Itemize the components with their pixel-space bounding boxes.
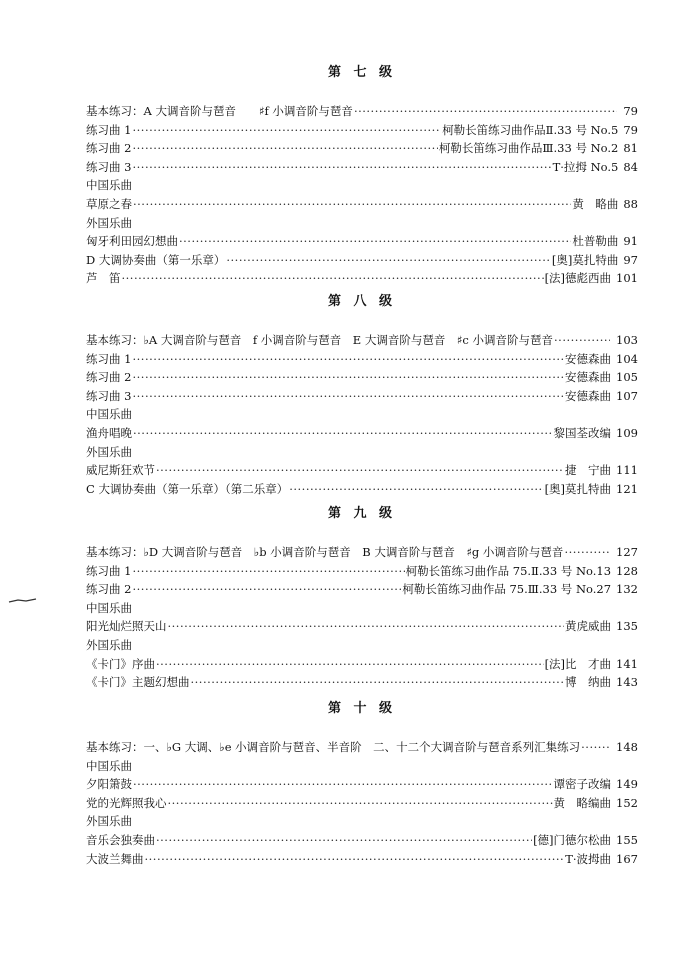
dot-leader [132, 350, 564, 369]
section-heading: 第 九 级 [327, 506, 397, 521]
entry-author: 谭密子改编 [553, 777, 612, 792]
toc-entry [86, 251, 638, 270]
dot-leader [168, 617, 565, 636]
entry-title: 练习曲 3 [86, 159, 132, 174]
section-grade-9 [86, 505, 638, 692]
entry-author: 安德森曲 [565, 370, 612, 385]
dot-leader [564, 543, 610, 562]
toc-entry [86, 424, 638, 443]
toc-entry [86, 794, 638, 813]
page-number: 88 [623, 196, 638, 211]
page-number: 135 [616, 619, 638, 634]
page-number: 84 [623, 159, 638, 174]
entry-title: 《卡门》序曲 [86, 656, 155, 671]
toc-entry [86, 562, 638, 581]
toc-entry [86, 350, 638, 369]
section-grade-10 [86, 700, 638, 868]
toc-entry [86, 139, 638, 158]
page-number: 111 [616, 463, 638, 478]
dot-leader [132, 368, 564, 387]
entry-title: 音乐会独奏曲 [86, 832, 155, 847]
category-title: 中国乐曲 [86, 407, 132, 422]
dot-leader [133, 424, 553, 443]
entry-title: C 大调协奏曲（第一乐章）（第二乐章） [86, 481, 289, 496]
dot-leader [132, 139, 437, 158]
entry-author: T·波拇曲 [565, 851, 612, 866]
toc-entry [86, 673, 638, 692]
dot-leader [133, 775, 553, 794]
entry-author: T·拉拇 No.5 [552, 159, 619, 174]
category-label [86, 812, 638, 831]
entry-author: 黄 略曲 [572, 196, 619, 211]
toc-rows [86, 102, 638, 288]
entry-title: 党的光辉照我心 [86, 795, 167, 810]
toc-entry [86, 480, 638, 499]
page-number: 141 [616, 656, 638, 671]
page-number: 127 [616, 545, 638, 559]
page-number: 155 [616, 832, 638, 847]
entry-author: 黄虎威曲 [565, 619, 612, 634]
page-number: 105 [616, 370, 638, 385]
entry-title: 草原之春 [86, 196, 132, 211]
toc-entry [86, 655, 638, 674]
section-heading: 第 十 级 [327, 701, 397, 716]
toc-entry [86, 617, 638, 636]
toc-rows [86, 331, 638, 498]
category-title: 外国乐曲 [86, 814, 132, 829]
dot-leader [226, 251, 551, 270]
dot-leader [133, 195, 571, 214]
page-number: 148 [616, 740, 638, 754]
entry-title: 练习曲 2 [86, 582, 132, 597]
entry-title: 基本练习：一、♭G 大调、♭e 小调音阶与琶音、半音阶 二、十二个大调音阶与琶音系列汇集练习 [86, 740, 581, 754]
entry-title: 威尼斯狂欢节 [86, 463, 155, 478]
entry-title: 基本练习：♭A 大调音阶与琶音 f 小调音阶与琶音 E 大调音阶与琶音 ♯c 小调音阶与琶音 [86, 333, 554, 347]
page-number: 109 [616, 425, 638, 440]
category-label [86, 214, 638, 233]
dot-leader [156, 461, 564, 480]
dot-leader [156, 655, 544, 674]
toc-entry [86, 738, 638, 757]
page-number: 104 [616, 351, 638, 366]
page-number: 107 [616, 388, 638, 403]
category-label [86, 176, 638, 195]
section-heading: 第 七 级 [327, 65, 397, 80]
dot-leader [145, 850, 565, 869]
entry-title: 大波兰舞曲 [86, 851, 144, 866]
entry-author: 黎国荃改编 [553, 425, 612, 440]
toc-rows [86, 543, 638, 692]
page-number: 132 [616, 582, 638, 597]
entry-title: 练习曲 2 [86, 370, 132, 385]
toc-entry [86, 461, 638, 480]
entry-title: 练习曲 1 [86, 563, 132, 578]
toc-entry [86, 831, 638, 850]
dot-leader [132, 158, 551, 177]
entry-title: 基本练习：A 大调音阶与琶音 ♯f 小调音阶与琶音 [86, 104, 353, 118]
entry-author: 柯勒长笛练习曲作品 75.Ⅲ.33 号 No.27 [402, 582, 612, 597]
page-number: 103 [616, 333, 638, 347]
category-title: 中国乐曲 [86, 600, 132, 615]
scan-mark [8, 597, 38, 605]
dot-leader [168, 794, 553, 813]
category-title: 外国乐曲 [86, 637, 132, 652]
category-label [86, 405, 638, 424]
entry-title: 基本练习：♭D 大调音阶与琶音 ♭b 小调音阶与琶音 B 大调音阶与琶音 ♯g 小调音阶与琶音 [86, 545, 564, 559]
toc-entry [86, 775, 638, 794]
entry-title: D 大调协奏曲（第一乐章） [86, 252, 226, 267]
page-number: 121 [616, 481, 638, 496]
entry-author: 黄 略编曲 [553, 795, 612, 810]
toc-entry [86, 158, 638, 177]
dot-leader [122, 269, 544, 288]
entry-author: [奥]莫扎特曲 [551, 252, 619, 267]
category-title: 外国乐曲 [86, 444, 132, 459]
page-number: 101 [616, 271, 638, 286]
entry-title: 夕阳箫鼓 [86, 777, 132, 792]
dot-leader [132, 387, 564, 406]
category-title: 外国乐曲 [86, 215, 132, 230]
entry-title: 《卡门》主题幻想曲 [86, 675, 190, 690]
entry-title: 渔舟唱晚 [86, 425, 132, 440]
toc-entry [86, 195, 638, 214]
toc-rows [86, 738, 638, 868]
category-title: 中国乐曲 [86, 758, 132, 773]
toc-entry [86, 543, 638, 562]
entry-author: [奥]莫扎特曲 [544, 481, 612, 496]
toc-entry [86, 102, 638, 121]
section-grade-8 [86, 293, 638, 498]
entry-author: 杜普勒曲 [572, 234, 619, 249]
dot-leader [132, 562, 404, 581]
entry-author: [法]比 才曲 [544, 656, 612, 671]
entry-author: 柯勒长笛练习曲作品Ⅱ.33 号 No.5 [442, 122, 619, 137]
dot-leader [554, 331, 610, 350]
toc-entry [86, 850, 638, 869]
page-number: 81 [623, 141, 638, 156]
dot-leader [132, 580, 401, 599]
dot-leader [132, 121, 441, 140]
dot-leader [354, 102, 617, 121]
entry-author: 柯勒长笛练习曲作品Ⅲ.33 号 No.2 [438, 141, 619, 156]
page-number: 79 [623, 122, 638, 137]
entry-title: 练习曲 1 [86, 351, 132, 366]
page-number: 79 [623, 104, 638, 118]
toc-entry [86, 331, 638, 350]
page-number: 91 [623, 234, 638, 249]
dot-leader [581, 738, 610, 757]
category-label [86, 757, 638, 776]
category-title: 中国乐曲 [86, 178, 132, 193]
entry-author: [德]门德尔松曲 [533, 832, 612, 847]
entry-title: 练习曲 1 [86, 122, 132, 137]
page-number: 152 [616, 795, 638, 810]
entry-title: 练习曲 3 [86, 388, 132, 403]
entry-author: 安德森曲 [565, 388, 612, 403]
dot-leader [179, 232, 571, 251]
category-label [86, 599, 638, 618]
page-number: 128 [616, 563, 638, 578]
dot-leader [289, 480, 543, 499]
entry-title: 匈牙利田园幻想曲 [86, 234, 178, 249]
page-number: 97 [623, 252, 638, 267]
section-heading: 第 八 级 [327, 294, 397, 309]
entry-author: 捷 宁曲 [565, 463, 612, 478]
entry-author: 博 纳曲 [565, 675, 612, 690]
entry-title: 阳光灿烂照天山 [86, 619, 167, 634]
entry-author: [法]德彪西曲 [544, 271, 612, 286]
toc-entry [86, 387, 638, 406]
section-grade-7 [86, 64, 638, 288]
toc-entry [86, 368, 638, 387]
toc-entry [86, 269, 638, 288]
toc-entry [86, 580, 638, 599]
dot-leader [156, 831, 532, 850]
toc-entry [86, 232, 638, 251]
entry-author: 安德森曲 [565, 351, 612, 366]
entry-title: 芦 笛 [86, 271, 121, 286]
category-label [86, 636, 638, 655]
page-number: 167 [616, 851, 638, 866]
dot-leader [191, 673, 565, 692]
category-label [86, 443, 638, 462]
page-number: 149 [616, 777, 638, 792]
entry-title: 练习曲 2 [86, 141, 132, 156]
toc-entry [86, 121, 638, 140]
page-number: 143 [616, 675, 638, 690]
entry-author: 柯勒长笛练习曲作品 75.Ⅱ.33 号 No.13 [405, 563, 612, 578]
